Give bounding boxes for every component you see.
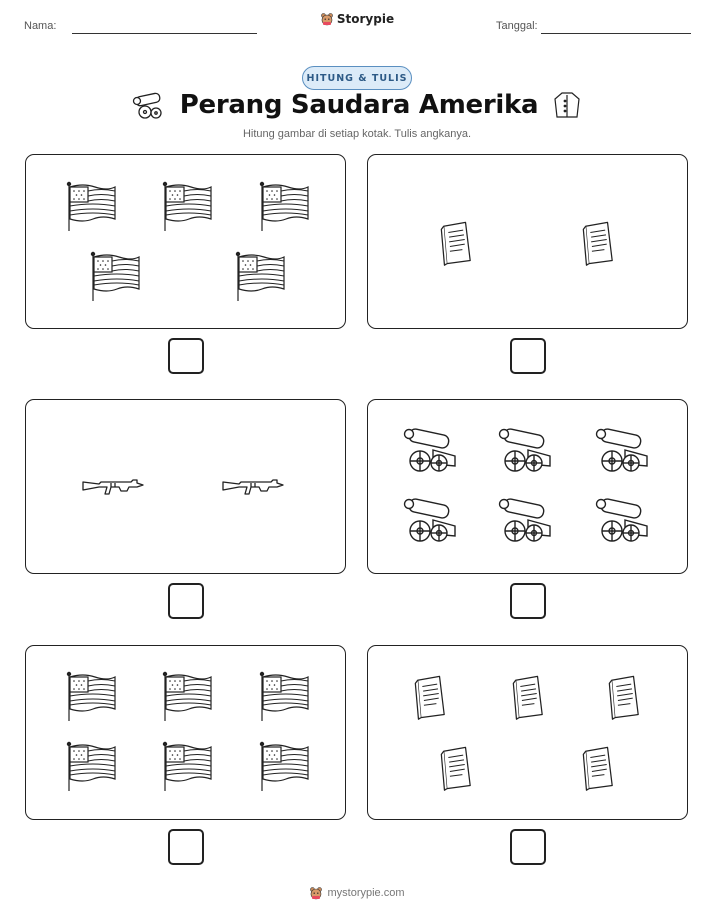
- answer-box-4[interactable]: [510, 583, 546, 619]
- count-panel-3: [25, 399, 346, 574]
- footer-url: mystorypie.com: [327, 887, 405, 899]
- answer-box-3[interactable]: [168, 583, 204, 619]
- cannon-icon: [403, 426, 459, 474]
- flag-icon: [65, 181, 117, 233]
- page-title: Perang Saudara Amerika: [179, 90, 539, 120]
- answer-box-5[interactable]: [168, 829, 204, 865]
- document-icon: [581, 745, 614, 790]
- instructions: Hitung gambar di setiap kotak. Tulis angkanya.: [242, 128, 472, 140]
- document-icon: [581, 220, 614, 265]
- document-icon: [511, 674, 544, 719]
- cannon-icon: [498, 496, 554, 544]
- document-icon: [413, 674, 446, 719]
- flag-icon: [258, 741, 310, 793]
- name-line[interactable]: [72, 33, 257, 34]
- flag-icon: [161, 181, 213, 233]
- answer-box-6[interactable]: [510, 829, 546, 865]
- name-label: Nama:: [24, 20, 57, 32]
- document-icon: [607, 674, 640, 719]
- cannon-icon: [595, 496, 651, 544]
- cannon-icon: [498, 426, 554, 474]
- title-row: [0, 90, 714, 120]
- flag-icon: [89, 251, 141, 303]
- document-icon: [439, 220, 472, 265]
- answer-box-1[interactable]: [168, 338, 204, 374]
- document-icon: [439, 745, 472, 790]
- cannon-icon: [595, 426, 651, 474]
- activity-badge: HITUNG & TULIS: [302, 66, 412, 90]
- brand-name: Storypie: [336, 12, 395, 26]
- flag-icon: [65, 741, 117, 793]
- bear-logo-icon: [320, 12, 334, 26]
- flag-icon: [258, 671, 310, 723]
- date-label: Tanggal:: [496, 20, 538, 32]
- flag-icon: [161, 741, 213, 793]
- rifle-icon: [221, 474, 285, 500]
- date-line[interactable]: [541, 33, 691, 34]
- flag-icon: [161, 671, 213, 723]
- footer: [0, 886, 714, 900]
- flag-icon: [258, 181, 310, 233]
- flag-icon: [65, 671, 117, 723]
- bear-logo-icon: [309, 886, 323, 900]
- flag-icon: [234, 251, 286, 303]
- jacket-icon: [552, 90, 582, 120]
- cannon-icon: [403, 496, 459, 544]
- rifle-icon: [81, 474, 145, 500]
- count-panel-2: [367, 154, 688, 329]
- answer-box-2[interactable]: [510, 338, 546, 374]
- count-panel-6: [367, 645, 688, 820]
- brand-logo: [0, 12, 714, 26]
- cannon-icon: [132, 90, 166, 120]
